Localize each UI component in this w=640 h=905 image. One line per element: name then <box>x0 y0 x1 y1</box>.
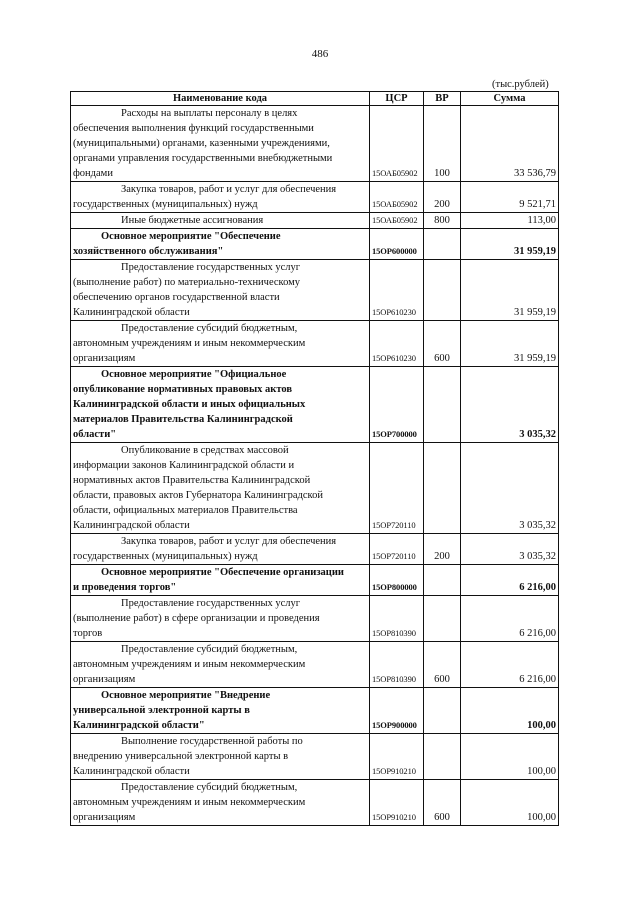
row-name-cell: Основное мероприятие "Обеспечение хозяйственного обслуживания" <box>71 229 370 260</box>
row-name-cell: Предоставление государственных услуг (выполнение работ) по материально-техническому обеспечению органов государственной власти Калининградской области <box>71 260 370 321</box>
row-vr-cell: 600 <box>424 321 461 367</box>
row-sum-cell: 31 959,19 <box>461 321 559 367</box>
table-row <box>71 260 559 321</box>
row-csr-cell: 15ОР910210 <box>370 780 424 826</box>
row-name-cell: Закупка товаров, работ и услуг для обеспечения государственных (муниципальных) нужд <box>71 534 370 565</box>
table-row <box>71 321 559 367</box>
table-row <box>71 565 559 596</box>
page-number: 486 <box>311 48 329 60</box>
row-csr-cell: 15ОР720110 <box>370 443 424 534</box>
row-vr-cell <box>424 565 461 596</box>
table-row <box>71 229 559 260</box>
table-row <box>71 734 559 780</box>
row-csr-cell: 15ОР610230 <box>370 260 424 321</box>
row-name-cell: Предоставление субсидий бюджетным, автономным учреждениям и иным некоммерческим организациям <box>71 321 370 367</box>
row-vr-cell <box>424 443 461 534</box>
header-vr: ВР <box>424 92 461 106</box>
table-row <box>71 642 559 688</box>
row-sum-cell: 100,00 <box>461 780 559 826</box>
row-sum-cell: 9 521,71 <box>461 182 559 213</box>
row-sum-cell: 33 536,79 <box>461 106 559 182</box>
row-vr-cell: 600 <box>424 642 461 688</box>
row-name-cell: Иные бюджетные ассигнования <box>71 213 370 229</box>
budget-table <box>70 91 559 826</box>
row-vr-cell: 200 <box>424 534 461 565</box>
row-sum-cell: 6 216,00 <box>461 596 559 642</box>
table-row <box>71 106 559 182</box>
row-sum-cell: 100,00 <box>461 734 559 780</box>
units-label: (тыс.рублей) <box>492 79 549 90</box>
table-header-row <box>71 92 559 106</box>
row-csr-cell: 15ОР720110 <box>370 534 424 565</box>
row-csr-cell: 15ОР700000 <box>370 367 424 443</box>
row-sum-cell: 113,00 <box>461 213 559 229</box>
row-sum-cell: 6 216,00 <box>461 642 559 688</box>
row-name-cell: Основное мероприятие "Внедрение универсальной электронной карты в Калининградской области" <box>71 688 370 734</box>
row-csr-cell: 15ОАБ05902 <box>370 213 424 229</box>
row-sum-cell: 3 035,32 <box>461 367 559 443</box>
header-sum: Сумма <box>461 92 559 106</box>
row-name-cell: Предоставление субсидий бюджетным, автономным учреждениям и иным некоммерческим организациям <box>71 780 370 826</box>
row-csr-cell: 15ОР910210 <box>370 734 424 780</box>
row-vr-cell <box>424 688 461 734</box>
row-sum-cell: 3 035,32 <box>461 534 559 565</box>
table-row <box>71 688 559 734</box>
table-row <box>71 182 559 213</box>
table-body <box>71 106 559 826</box>
table-row <box>71 443 559 534</box>
row-csr-cell: 15ОР810390 <box>370 642 424 688</box>
row-name-cell: Расходы на выплаты персоналу в целях обеспечения выполнения функций государственными (муниципальными) органами, казенными учреждениями, органами управления государственными внебюджетными фондами <box>71 106 370 182</box>
row-csr-cell: 15ОР810390 <box>370 596 424 642</box>
row-name-cell: Предоставление субсидий бюджетным, автономным учреждениям и иным некоммерческим организациям <box>71 642 370 688</box>
row-name-cell: Опубликование в средствах массовой информации законов Калининградской области и нормативных актов Правительства Калининградской области, правовых актов Губернатора Калининградской области, официальных материалов Правительства Калининградской области <box>71 443 370 534</box>
row-csr-cell: 15ОАБ05902 <box>370 106 424 182</box>
table-row <box>71 780 559 826</box>
row-vr-cell: 800 <box>424 213 461 229</box>
row-vr-cell: 200 <box>424 182 461 213</box>
row-vr-cell <box>424 367 461 443</box>
row-vr-cell <box>424 229 461 260</box>
row-sum-cell: 6 216,00 <box>461 565 559 596</box>
header-name: Наименование кода <box>71 92 370 106</box>
table-row <box>71 534 559 565</box>
row-sum-cell: 31 959,19 <box>461 229 559 260</box>
table-row <box>71 367 559 443</box>
row-vr-cell <box>424 734 461 780</box>
header-csr: ЦСР <box>370 92 424 106</box>
row-csr-cell: 15ОР600000 <box>370 229 424 260</box>
row-sum-cell: 31 959,19 <box>461 260 559 321</box>
row-csr-cell: 15ОАБ05902 <box>370 182 424 213</box>
row-name-cell: Закупка товаров, работ и услуг для обеспечения государственных (муниципальных) нужд <box>71 182 370 213</box>
table-row <box>71 213 559 229</box>
table-row <box>71 596 559 642</box>
row-name-cell: Основное мероприятие "Обеспечение организации и проведения торгов" <box>71 565 370 596</box>
row-name-cell: Предоставление государственных услуг (выполнение работ) в сфере организации и проведения торгов <box>71 596 370 642</box>
row-vr-cell: 600 <box>424 780 461 826</box>
row-vr-cell: 100 <box>424 106 461 182</box>
row-sum-cell: 100,00 <box>461 688 559 734</box>
row-csr-cell: 15ОР900000 <box>370 688 424 734</box>
row-name-cell: Выполнение государственной работы по внедрению универсальной электронной карты в Калининградской области <box>71 734 370 780</box>
row-csr-cell: 15ОР800000 <box>370 565 424 596</box>
row-vr-cell <box>424 260 461 321</box>
row-sum-cell: 3 035,32 <box>461 443 559 534</box>
row-csr-cell: 15ОР610230 <box>370 321 424 367</box>
row-name-cell: Основное мероприятие "Официальное опубликование нормативных правовых актов Калининградской области и иных официальных материалов Правительства Калининградской области" <box>71 367 370 443</box>
row-vr-cell <box>424 596 461 642</box>
